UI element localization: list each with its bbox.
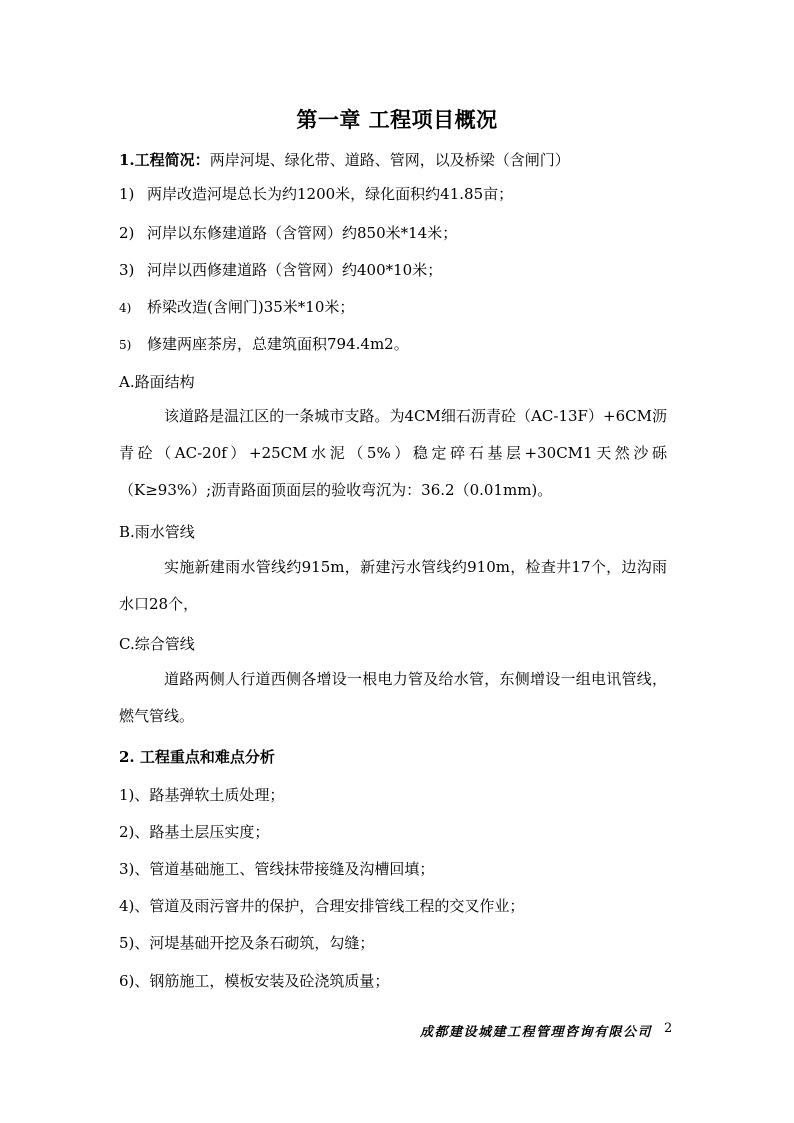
list-item-text: 河岸以东修建道路（含管网）约850米*14米； [147, 224, 458, 242]
list-item-number: 1) [119, 185, 135, 203]
page-number: 2 [664, 1021, 673, 1036]
subsection-c-heading: C.综合管线 [119, 635, 195, 653]
chapter-title: 第一章 工程项目概况 [296, 107, 498, 132]
list-item-text: 两岸改造河堤总长为约1200米，绿化面积约41.85亩； [147, 185, 514, 203]
subsection-a-heading: A.路面结构 [119, 373, 195, 391]
list-item-number: 5) [119, 338, 132, 352]
subsection-b-heading: B.雨水管线 [119, 523, 195, 541]
section2-heading: 2. 工程重点和难点分析 [119, 748, 275, 766]
list-item: 4)、管道及雨污窨井的保护，合理安排管线工程的交叉作业； [119, 897, 525, 915]
list-item [119, 223, 457, 243]
list-item-number: 2) [119, 224, 135, 242]
footer-company: 成都建设城建工程管理咨询有限公司 [420, 1025, 653, 1040]
list-item [119, 334, 409, 355]
subsection-a-body: 该道路是温江区的一条城市支路。为4CM细石沥青砼（AC-13F）+6CM沥青砼（AC-20f）+25CM水泥（5%）稳定碎石基层+30CM1天然沙砾（K≥93%）;沥青路面顶面层的验收弯沉为：36.2（0.01mm)。 [119, 407, 667, 499]
list-item: 5)、河堤基础开挖及条石砌筑，勾缝； [119, 934, 375, 952]
section1-heading-bold: 工程简况： [134, 151, 210, 169]
list-item-number: 3) [119, 261, 135, 279]
list-item [119, 297, 354, 318]
list-item-text: 修建两座茶房，总建筑面积794.4m2。 [147, 335, 409, 353]
list-item-text: 桥梁改造(含闸门)35米*10米； [147, 298, 355, 316]
section1-heading-rest: 两岸河堤、绿化带、道路、管网，以及桥梁（含闸门） [209, 151, 570, 169]
list-item [119, 184, 513, 204]
list-item-number: 4) [119, 301, 132, 315]
section1-heading-num: 1. [119, 151, 135, 169]
list-item: 3)、管道基础施工、管线抹带接缝及沟槽回填； [119, 860, 435, 878]
subsection-c-body: 道路两侧人行道西侧各增设一根电力管及给水管，东侧增设一组电讯管线，燃气管线。 [119, 670, 667, 725]
subsection-b-body: 实施新建雨水管线约915m，新建污水管线约910m，检查井17个，边沟雨水口28个， [119, 558, 667, 613]
list-item [119, 260, 442, 280]
list-item-text: 河岸以西修建道路（含管网）约400*10米； [147, 261, 443, 279]
list-item: 6)、钢筋施工，模板安装及砼浇筑质量； [119, 972, 390, 990]
section1-heading [119, 150, 570, 170]
list-item: 1)、路基弹软土质处理； [119, 786, 285, 804]
list-item: 2)、路基土层压实度； [119, 823, 270, 841]
